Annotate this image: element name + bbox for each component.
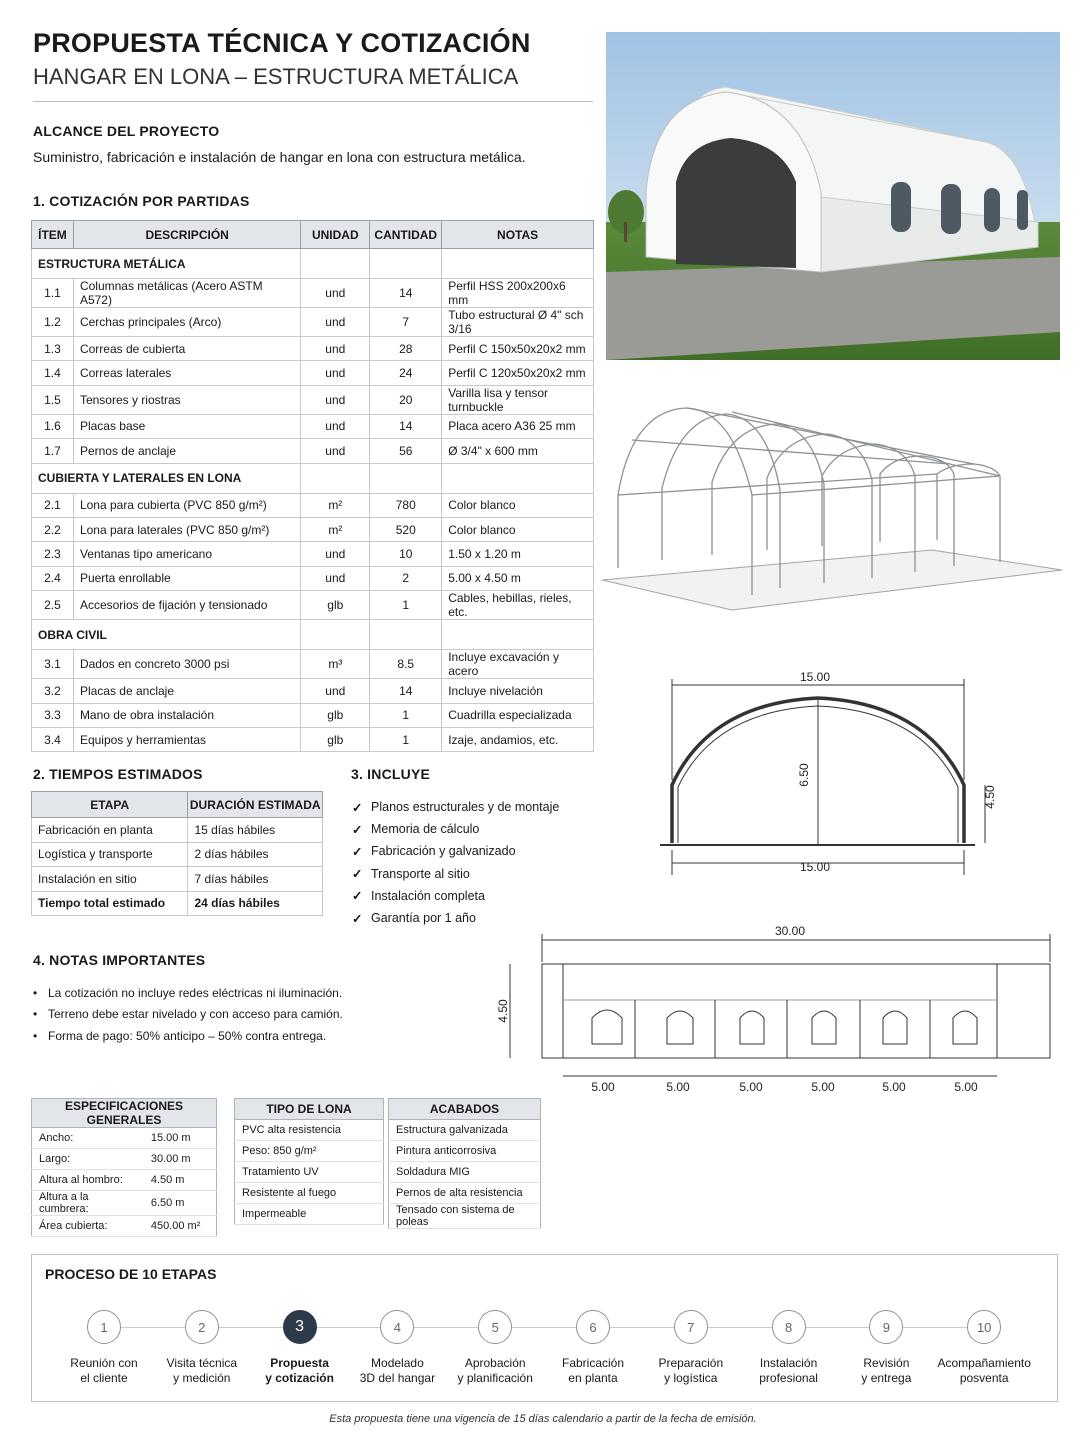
description-cell: Lona para cubierta (PVC 850 g/m²) (73, 493, 300, 517)
step-label-line: 3D del hangar (359, 1371, 436, 1385)
table-row (32, 308, 594, 337)
step-label-line: y cotización (265, 1371, 334, 1385)
quantity-cell: 2 (370, 566, 442, 590)
table-row (32, 517, 594, 541)
step-label (538, 1356, 648, 1386)
step-number-icon: 6 (576, 1310, 610, 1344)
process-heading: PROCESO DE 10 ETAPAS (45, 1266, 217, 1282)
step-label-line: y entrega (861, 1371, 912, 1385)
quote-table-header (32, 221, 594, 249)
step-label-line: y planificación (457, 1371, 533, 1385)
process-step (636, 1310, 746, 1386)
step-label (636, 1356, 746, 1386)
quantity-cell: 1 (370, 727, 442, 751)
quantity-cell: 780 (370, 493, 442, 517)
description-cell: Puerta enrollable (73, 566, 300, 590)
table-row (32, 591, 594, 620)
empty-cell (370, 463, 442, 493)
item-cell: 1.4 (32, 361, 74, 385)
col-duration: DURACIÓN ESTIMADA (188, 792, 323, 818)
description-cell: Lona para laterales (PVC 850 g/m²) (73, 517, 300, 541)
front-height-peak-label: 6.50 (797, 763, 811, 787)
step-label-line: en planta (568, 1371, 618, 1385)
group-row (32, 249, 594, 279)
item-cell: 2.2 (32, 517, 74, 541)
times-heading: 2. TIEMPOS ESTIMADOS (33, 766, 203, 782)
col-stage: ETAPA (32, 792, 188, 818)
step-label-line: el cliente (80, 1371, 128, 1385)
quantity-cell: 20 (370, 385, 442, 414)
notes-cell: 5.00 x 4.50 m (442, 566, 594, 590)
step-number-icon: 2 (185, 1310, 219, 1344)
spec-label: Ancho: (32, 1128, 144, 1149)
quantity-cell: 520 (370, 517, 442, 541)
step-label (245, 1356, 355, 1386)
duration-cell: 2 días hábiles (188, 842, 323, 867)
description-cell: Cerchas principales (Arco) (73, 308, 300, 337)
item-cell: 1.2 (32, 308, 74, 337)
table-row (32, 337, 594, 361)
description-cell: Placas de anclaje (73, 679, 300, 703)
includes-heading: 3. INCLUYE (351, 766, 431, 782)
header-divider (33, 101, 593, 102)
unit-cell: glb (301, 591, 370, 620)
table-row (32, 414, 594, 438)
step-number-icon: 10 (967, 1310, 1001, 1344)
acabado-item: Soldadura MIG (389, 1162, 541, 1183)
step-label (831, 1356, 941, 1386)
quote-table (31, 220, 594, 752)
step-number-icon: 3 (283, 1310, 317, 1344)
quote-heading: 1. COTIZACIÓN POR PARTIDAS (33, 193, 250, 209)
notes-list (33, 982, 343, 1047)
process-step (734, 1310, 844, 1386)
description-cell: Equipos y herramientas (73, 727, 300, 751)
acabados-table (388, 1098, 541, 1229)
description-cell: Ventanas tipo americano (73, 542, 300, 566)
list-item (33, 1025, 343, 1047)
step-label (342, 1356, 452, 1386)
acabado-item: Pintura anticorrosiva (389, 1141, 541, 1162)
empty-cell (370, 620, 442, 650)
bay-label: 5.00 (591, 1080, 615, 1094)
total-row (32, 891, 323, 916)
item-cell: 2.4 (32, 566, 74, 590)
table-row (32, 842, 323, 867)
check-icon: ✓ (352, 844, 363, 859)
item-cell: 3.2 (32, 679, 74, 703)
table-row (32, 566, 594, 590)
description-cell: Pernos de anclaje (73, 439, 300, 463)
lona-item: Tratamiento UV (235, 1162, 384, 1183)
check-icon: ✓ (352, 800, 363, 815)
quantity-cell: 1 (370, 703, 442, 727)
unit-cell: glb (301, 727, 370, 751)
include-label: Garantía por 1 año (371, 911, 476, 926)
specs-table (31, 1098, 217, 1237)
table-row (32, 1216, 217, 1237)
unit-cell: und (301, 439, 370, 463)
empty-cell (442, 463, 594, 493)
description-cell: Dados en concreto 3000 psi (73, 650, 300, 679)
note-text: La cotización no incluye redes eléctricas ni iluminación. (48, 985, 343, 1000)
group-row (32, 463, 594, 493)
front-width-bottom-label: 15.00 (799, 860, 831, 874)
step-label-line: Acompañamiento (937, 1356, 1031, 1370)
process-step (929, 1310, 1039, 1386)
include-label: Transporte al sitio (371, 866, 470, 881)
group-title: CUBIERTA Y LATERALES EN LONA (32, 463, 301, 493)
notes-cell: Cables, hebillas, rieles, etc. (442, 591, 594, 620)
process-step (245, 1310, 355, 1386)
table-row (32, 439, 594, 463)
notes-cell: Perfil C 150x50x20x2 mm (442, 337, 594, 361)
acabados-heading: ACABADOS (389, 1099, 541, 1120)
step-number-icon: 4 (380, 1310, 414, 1344)
unit-cell: und (301, 566, 370, 590)
col-quantity: CANTIDAD (370, 221, 442, 249)
unit-cell: und (301, 542, 370, 566)
notes-heading: 4. NOTAS IMPORTANTES (33, 952, 206, 968)
unit-cell: m² (301, 517, 370, 541)
table-row (32, 679, 594, 703)
item-cell: 3.4 (32, 727, 74, 751)
stage-cell: Fabricación en planta (32, 818, 188, 843)
item-cell: 2.1 (32, 493, 74, 517)
include-label: Instalación completa (371, 888, 485, 903)
step-label-line: posventa (959, 1371, 1009, 1385)
quantity-cell: 28 (370, 337, 442, 361)
table-row (32, 727, 594, 751)
step-label-line: Revisión (863, 1356, 910, 1370)
side-height-label: 4.50 (496, 999, 510, 1023)
includes-list (352, 796, 559, 929)
col-notes: NOTAS (442, 221, 594, 249)
list-item (33, 982, 343, 1004)
process-step (49, 1310, 159, 1386)
step-number-icon: 8 (772, 1310, 806, 1344)
description-cell: Placas base (73, 414, 300, 438)
unit-cell: und (301, 279, 370, 308)
list-item (352, 885, 559, 907)
process-step (440, 1310, 550, 1386)
process-step (147, 1310, 257, 1386)
notes-cell: Cuadrilla especializada (442, 703, 594, 727)
side-length-label: 30.00 (774, 924, 806, 938)
description-cell: Correas de cubierta (73, 337, 300, 361)
bay-label: 5.00 (882, 1080, 906, 1094)
spec-label: Área cubierta: (32, 1216, 144, 1237)
bay-label: 5.00 (954, 1080, 978, 1094)
spec-value: 6.50 m (144, 1191, 217, 1216)
lona-item: PVC alta resistencia (235, 1120, 384, 1141)
list-item (352, 796, 559, 818)
table-row (32, 1191, 217, 1216)
bay-label: 5.00 (739, 1080, 763, 1094)
front-elevation-drawing (650, 665, 1010, 880)
description-cell: Correas laterales (73, 361, 300, 385)
table-row (32, 361, 594, 385)
step-label-line: Visita técnica (166, 1356, 238, 1370)
col-unit: UNIDAD (301, 221, 370, 249)
empty-cell (301, 620, 370, 650)
check-icon: ✓ (352, 867, 363, 882)
scope-heading: ALCANCE DEL PROYECTO (33, 123, 220, 139)
item-cell: 1.7 (32, 439, 74, 463)
lona-item: Impermeable (235, 1204, 384, 1225)
front-height-wall-label: 4.50 (983, 785, 997, 809)
table-row (32, 279, 594, 308)
list-item (352, 818, 559, 840)
include-label: Fabricación y galvanizado (371, 844, 516, 859)
group-row (32, 620, 594, 650)
step-label-line: Reunión con (70, 1356, 138, 1370)
col-item: ÍTEM (32, 221, 74, 249)
quantity-cell: 10 (370, 542, 442, 566)
step-label-line: Instalación (759, 1356, 818, 1370)
description-cell: Columnas metálicas (Acero ASTM A572) (73, 279, 300, 308)
check-icon: ✓ (352, 911, 363, 926)
description-cell: Accesorios de fijación y tensionado (73, 591, 300, 620)
step-label (440, 1356, 550, 1386)
item-cell: 3.3 (32, 703, 74, 727)
note-text: Forma de pago: 50% anticipo – 50% contra entrega. (48, 1028, 327, 1043)
process-panel (31, 1254, 1058, 1402)
list-item (352, 863, 559, 885)
item-cell: 1.6 (32, 414, 74, 438)
empty-cell (370, 249, 442, 279)
unit-cell: und (301, 361, 370, 385)
item-cell: 1.1 (32, 279, 74, 308)
unit-cell: m² (301, 493, 370, 517)
include-label: Planos estructurales y de montaje (371, 800, 560, 815)
step-label (929, 1356, 1039, 1386)
spec-label: Altura al hombro: (32, 1170, 144, 1191)
item-cell: 1.5 (32, 385, 74, 414)
lona-heading: TIPO DE LONA (235, 1099, 384, 1120)
item-cell: 3.1 (32, 650, 74, 679)
table-row (32, 703, 594, 727)
duration-cell: 15 días hábiles (188, 818, 323, 843)
item-cell: 2.3 (32, 542, 74, 566)
description-cell: Tensores y riostras (73, 385, 300, 414)
unit-cell: m³ (301, 650, 370, 679)
table-row (32, 542, 594, 566)
notes-cell: Color blanco (442, 493, 594, 517)
check-icon: ✓ (352, 822, 363, 837)
empty-cell (442, 249, 594, 279)
page-subtitle: HANGAR EN LONA – ESTRUCTURA METÁLICA (33, 64, 519, 89)
empty-cell (301, 249, 370, 279)
col-description: DESCRIPCIÓN (73, 221, 300, 249)
notes-cell: 1.50 x 1.20 m (442, 542, 594, 566)
table-row (32, 493, 594, 517)
step-number-icon: 5 (478, 1310, 512, 1344)
times-table (31, 791, 323, 916)
quantity-cell: 8.5 (370, 650, 442, 679)
quantity-cell: 14 (370, 414, 442, 438)
process-step (538, 1310, 648, 1386)
bullet-icon: • (33, 1007, 38, 1022)
list-item (33, 1004, 343, 1026)
duration-cell: 7 días hábiles (188, 867, 323, 892)
unit-cell: glb (301, 703, 370, 727)
process-step (342, 1310, 452, 1386)
acabado-item: Estructura galvanizada (389, 1120, 541, 1141)
notes-cell: Incluye excavación y acero (442, 650, 594, 679)
step-label-line: Propuesta (270, 1356, 329, 1370)
notes-cell: Perfil C 120x50x20x2 mm (442, 361, 594, 385)
spec-value: 450.00 m² (144, 1216, 217, 1237)
bullet-icon: • (33, 985, 38, 1000)
scope-text: Suministro, fabricación e instalación de hangar en lona con estructura metálica. (33, 149, 526, 165)
hangar-render-image (606, 32, 1060, 360)
notes-cell: Ø 3/4" x 600 mm (442, 439, 594, 463)
empty-cell (301, 463, 370, 493)
front-width-top-label: 15.00 (799, 670, 831, 684)
list-item (352, 840, 559, 862)
unit-cell: und (301, 679, 370, 703)
unit-cell: und (301, 337, 370, 361)
quantity-cell: 24 (370, 361, 442, 385)
notes-cell: Color blanco (442, 517, 594, 541)
step-label (147, 1356, 257, 1386)
group-title: OBRA CIVIL (32, 620, 301, 650)
spec-label: Largo: (32, 1149, 144, 1170)
notes-cell: Placa acero A36 25 mm (442, 414, 594, 438)
step-label-line: y logística (664, 1371, 718, 1385)
include-label: Memoria de cálculo (371, 822, 480, 837)
table-row (32, 1170, 217, 1191)
table-row (32, 1128, 217, 1149)
acabado-item: Tensado con sistema de poleas (389, 1204, 541, 1229)
stage-cell: Instalación en sitio (32, 867, 188, 892)
table-row (32, 650, 594, 679)
lona-table (234, 1098, 384, 1225)
step-label-line: profesional (759, 1371, 818, 1385)
quantity-cell: 7 (370, 308, 442, 337)
table-row (32, 818, 323, 843)
bullet-icon: • (33, 1028, 38, 1043)
unit-cell: und (301, 385, 370, 414)
step-label-line: Aprobación (464, 1356, 526, 1370)
unit-cell: und (301, 414, 370, 438)
note-text: Terreno debe estar nivelado y con acceso para camión. (48, 1007, 343, 1022)
footer-note: Esta propuesta tiene una vigencia de 15 días calendario a partir de la fecha de emisión. (329, 1413, 757, 1425)
step-label-line: y medición (173, 1371, 231, 1385)
notes-cell: Incluye nivelación (442, 679, 594, 703)
spec-value: 4.50 m (144, 1170, 217, 1191)
step-number-icon: 1 (87, 1310, 121, 1344)
step-label-line: Preparación (658, 1356, 724, 1370)
process-step (831, 1310, 941, 1386)
bay-label: 5.00 (666, 1080, 690, 1094)
quantity-cell: 14 (370, 279, 442, 308)
acabado-item: Pernos de alta resistencia (389, 1183, 541, 1204)
spec-value: 30.00 m (144, 1149, 217, 1170)
step-number-icon: 9 (869, 1310, 903, 1344)
quantity-cell: 1 (370, 591, 442, 620)
step-number-icon: 7 (674, 1310, 708, 1344)
item-cell: 1.3 (32, 337, 74, 361)
unit-cell: und (301, 308, 370, 337)
total-value: 24 días hábiles (188, 891, 323, 916)
table-row (32, 385, 594, 414)
stage-cell: Logística y transporte (32, 842, 188, 867)
step-label-line: Fabricación (561, 1356, 625, 1370)
lona-item: Peso: 850 g/m² (235, 1141, 384, 1162)
specs-heading: ESPECIFICACIONES GENERALES (32, 1099, 217, 1128)
frame-3d-drawing (602, 400, 1062, 625)
quantity-cell: 56 (370, 439, 442, 463)
side-elevation-drawing (490, 922, 1060, 1102)
total-label: Tiempo total estimado (32, 891, 188, 916)
spec-value: 15.00 m (144, 1128, 217, 1149)
empty-cell (442, 620, 594, 650)
notes-cell: Izaje, andamios, etc. (442, 727, 594, 751)
notes-cell: Tubo estructural Ø 4" sch 3/16 (442, 308, 594, 337)
step-label (49, 1356, 159, 1386)
notes-cell: Varilla lisa y tensor turnbuckle (442, 385, 594, 414)
step-label (734, 1356, 844, 1386)
item-cell: 2.5 (32, 591, 74, 620)
description-cell: Mano de obra instalación (73, 703, 300, 727)
check-icon: ✓ (352, 889, 363, 904)
table-row (32, 867, 323, 892)
bay-label: 5.00 (811, 1080, 835, 1094)
lona-item: Resistente al fuego (235, 1183, 384, 1204)
group-title: ESTRUCTURA METÁLICA (32, 249, 301, 279)
spec-label: Altura a la cumbrera: (32, 1191, 144, 1216)
notes-cell: Perfil HSS 200x200x6 mm (442, 279, 594, 308)
step-label-line: Modelado (371, 1356, 424, 1370)
page-title: PROPUESTA TÉCNICA Y COTIZACIÓN (33, 28, 531, 58)
table-row (32, 1149, 217, 1170)
quantity-cell: 14 (370, 679, 442, 703)
